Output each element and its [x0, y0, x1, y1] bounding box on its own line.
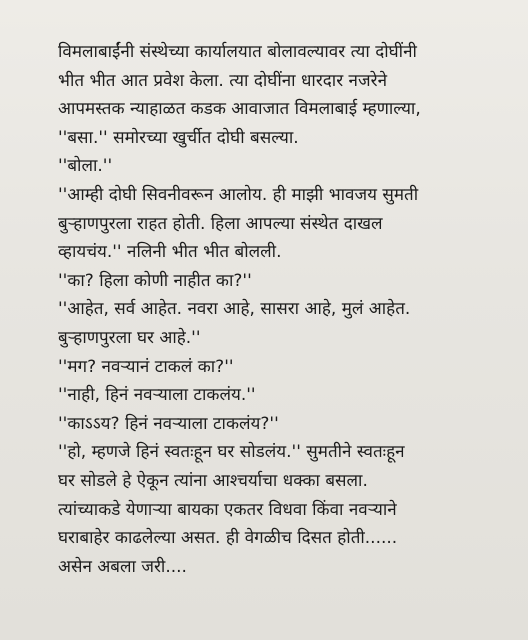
passage-line-7: बुऱ्हाणपुरला राहत होती. हिला आपल्या संस्थेत दाखल: [58, 213, 383, 234]
passage-line-5: ''बोला.'': [58, 156, 113, 177]
passage-line-1: विमलाबाईंनी संस्थेच्या कार्यालयात बोलावल्यावर त्या दोघींनी: [58, 42, 417, 62]
passage-line-10: ''आहेत, सर्व आहेत. नवरा आहे, सासरा आहे, मुलं आहेत.: [58, 299, 411, 320]
passage-line-17: त्यांच्याकडे येणाऱ्या बायका एकतर विधवा किंवा नवऱ्याने: [58, 499, 397, 520]
passage-line-3: आपमस्तक न्याहाळत कडक आवाजात विमलाबाई म्हणाल्या,: [58, 99, 421, 120]
passage-line-4: ''बसा.'' समोरच्या खुर्चीत दोघी बसल्या.: [58, 127, 299, 148]
passage-line-9: ''का? हिला कोणी नाहीत का?'': [58, 270, 252, 291]
passage-line-13: ''नाही, हिनं नवऱ्याला टाकलंय.'': [58, 385, 256, 406]
passage-line-11: बुऱ्हाणपुरला घर आहे.'': [58, 327, 201, 348]
passage-line-16: घर सोडले हे ऐकून त्यांना आश्चर्याचा धक्का बसला.: [58, 470, 368, 491]
passage-line-8: व्हायचंय.'' नलिनी भीत भीत बोलली.: [58, 242, 282, 263]
passage-line-18: घराबाहेर काढलेल्या असत. ही वेगळीच दिसत होती......: [58, 528, 398, 549]
marathi-story-passage: [58, 38, 518, 581]
passage-line-19: असेन अबला जरी....: [58, 556, 187, 577]
passage-line-15: ''हो, म्हणजे हिनं स्वतःहून घर सोडलंय.'' सुमतीने स्वतःहून: [58, 442, 405, 463]
passage-line-14: ''काऽऽय? हिनं नवऱ्याला टाकलंय?'': [58, 413, 279, 434]
passage-line-12: ''मग? नवऱ्यानं टाकलं का?'': [58, 356, 234, 377]
passage-line-2: भीत भीत आत प्रवेश केला. त्या दोघींना धारदार नजरेने: [58, 70, 387, 91]
passage-line-6: ''आम्ही दोघी सिवनीवरून आलोय. ही माझी भावजय सुमती: [58, 184, 419, 205]
